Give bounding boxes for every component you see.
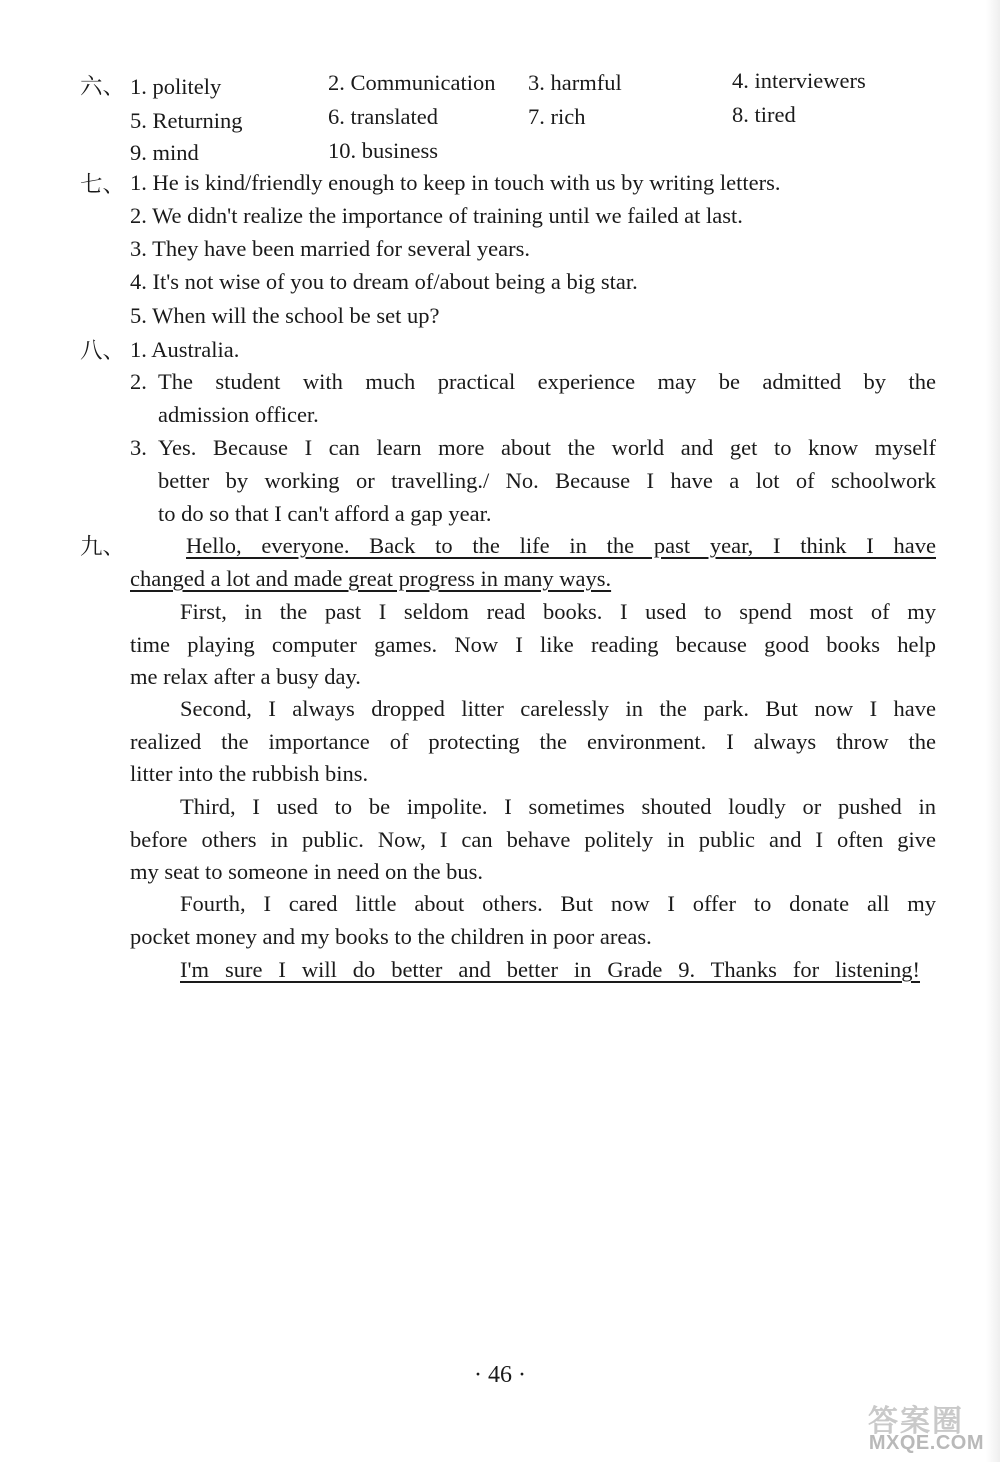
answer-7-5: 5. When will the school be set up? <box>130 303 440 328</box>
answer-8-2-line-1: The student with much practical experience may be admitted by the <box>158 369 936 394</box>
answer-8-1: 1. Australia. <box>130 337 240 362</box>
answer-8-2-number: 2. <box>130 369 147 394</box>
essay-p2-line-2: realized the importance of protecting the environment. I always throw the <box>130 729 936 754</box>
answer-6-8: 8. tired <box>732 102 796 127</box>
answer-6-6: 6. translated <box>328 104 438 129</box>
page-edge-shadow <box>986 0 1000 1462</box>
essay-p1-line-2: time playing computer games. Now I like reading because good books help <box>130 632 936 657</box>
watermark-url: MXQE.COM <box>868 1432 984 1454</box>
section-8-label: 八、 <box>80 338 126 363</box>
answer-7-3: 3. They have been married for several years. <box>130 236 531 261</box>
essay-p1-line-1: First, in the past I seldom read books. I used to spend most of my <box>180 599 936 624</box>
essay-p4-line-2: pocket money and my books to the children in poor areas. <box>130 924 652 949</box>
section-9-label: 九、 <box>80 534 126 559</box>
essay-intro-line-1: Hello, everyone. Back to the life in the past year, I think I have <box>186 533 936 558</box>
answer-8-3-number: 3. <box>130 435 147 460</box>
essay-p3-line-3: my seat to someone in need on the bus. <box>130 859 484 884</box>
answer-6-10: 10. business <box>328 138 439 163</box>
essay-intro-line-2: changed a lot and made great progress in many ways. <box>130 566 612 591</box>
section-7-label: 七、 <box>80 172 126 197</box>
essay-p3-line-2: before others in public. Now, I can behave politely in public and I often give <box>130 827 936 852</box>
answer-8-3-line-2: better by working or travelling./ No. Because I have a lot of schoolwork <box>158 468 936 493</box>
answer-7-2: 2. We didn't realize the importance of training until we failed at last. <box>130 203 743 228</box>
essay-p2-line-3: litter into the rubbish bins. <box>130 761 369 786</box>
answer-8-3-line-1: Yes. Because I can learn more about the world and get to know myself <box>158 435 936 460</box>
answer-8-3-line-3: to do so that I can't afford a gap year. <box>158 501 492 526</box>
answer-6-2: 2. Communication <box>328 70 496 95</box>
essay-closing: I'm sure I will do better and better in Grade 9. Thanks for listening! <box>180 957 920 982</box>
essay-p3-line-1: Third, I used to be impolite. I sometimes shouted loudly or pushed in <box>180 794 936 819</box>
essay-p1-line-3: me relax after a busy day. <box>130 664 361 689</box>
answer-7-4: 4. It's not wise of you to dream of/about being a big star. <box>130 269 638 294</box>
answer-6-9: 9. mind <box>130 140 199 165</box>
page-number: · 46 · <box>474 1362 526 1388</box>
answer-7-1: 1. He is kind/friendly enough to keep in touch with us by writing letters. <box>130 170 781 195</box>
answer-6-7: 7. rich <box>528 104 586 129</box>
essay-p4-line-1: Fourth, I cared little about others. But now I offer to donate all my <box>180 891 936 916</box>
watermark-logo: 答案圈 <box>868 1404 964 1439</box>
answer-6-5: 5. Returning <box>130 108 243 133</box>
section-6-label: 六、 <box>80 74 126 99</box>
essay-p2-line-1: Second, I always dropped litter carelessly in the park. But now I have <box>180 696 936 721</box>
answer-6-3: 3. harmful <box>528 70 622 95</box>
answer-8-2-line-2: admission officer. <box>158 402 319 427</box>
answer-6-1: 1. politely <box>130 74 222 99</box>
answer-6-4: 4. interviewers <box>732 68 866 93</box>
